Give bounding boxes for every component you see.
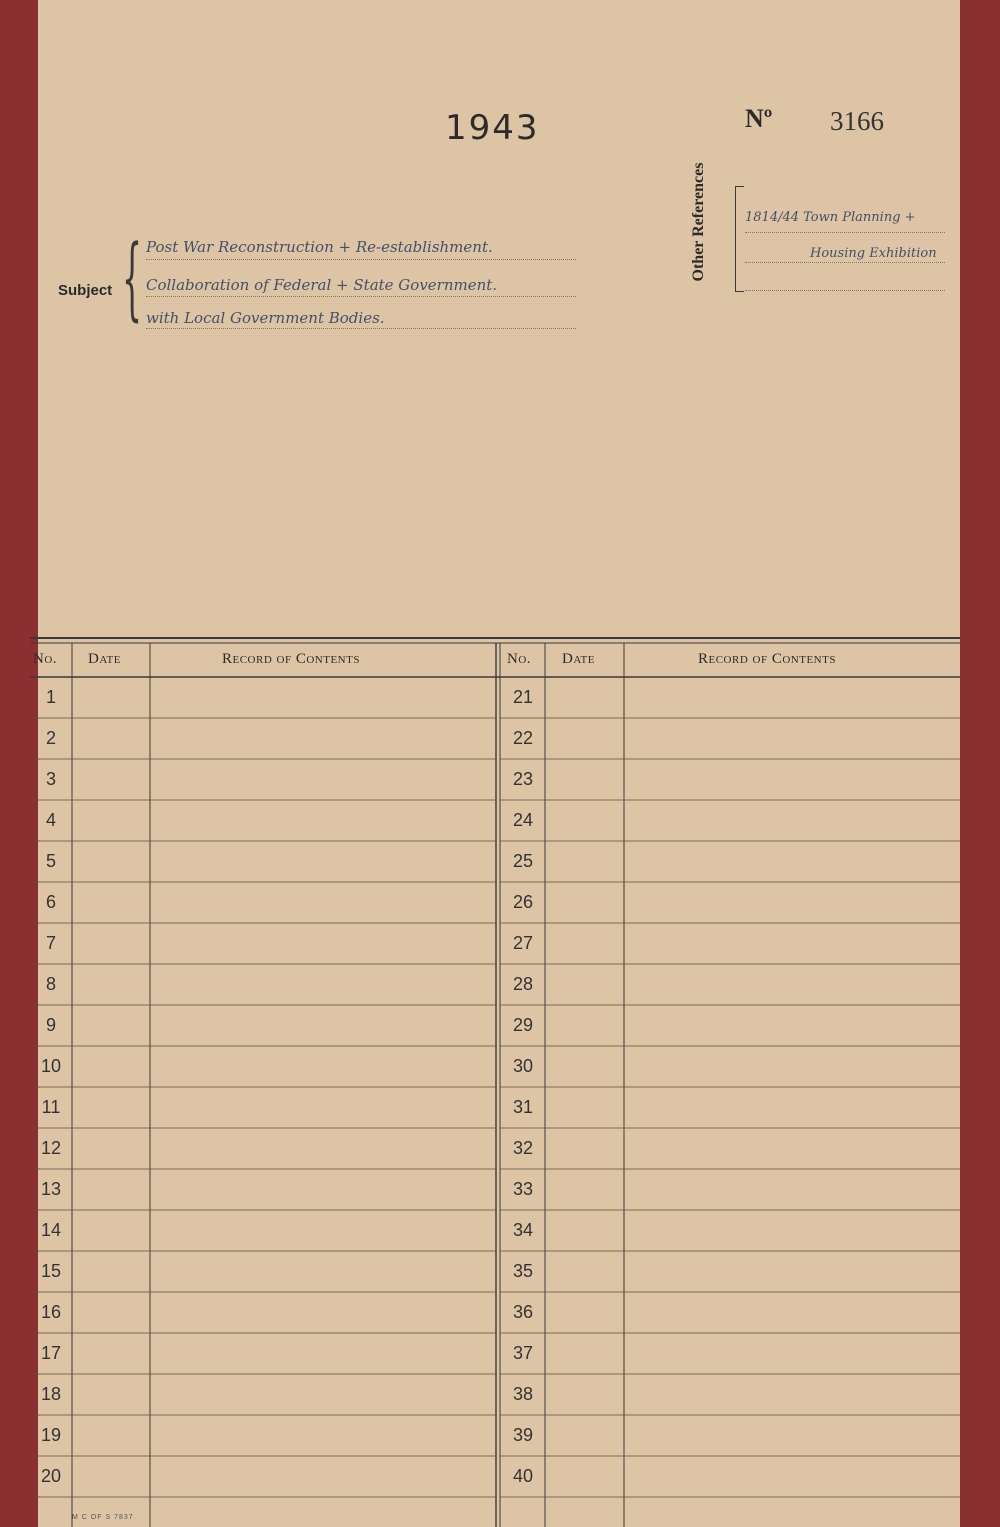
left-row-number: 18 bbox=[40, 1384, 62, 1404]
subject-line-1: Post War Reconstruction + Re-establishment. bbox=[146, 238, 493, 256]
right-row-number: 36 bbox=[512, 1302, 534, 1322]
left-row-number: 11 bbox=[41, 1097, 61, 1117]
file-number-label: Nº bbox=[745, 104, 773, 133]
subject-brace: { bbox=[122, 226, 143, 331]
right-row-number: 27 bbox=[512, 933, 534, 953]
right-row-number: 37 bbox=[512, 1343, 534, 1363]
right-row-number: 34 bbox=[512, 1220, 534, 1240]
right-row-number: 35 bbox=[512, 1261, 534, 1281]
right-row-number: 22 bbox=[512, 728, 534, 748]
right-row-number: 39 bbox=[512, 1425, 534, 1445]
left-row-number: 16 bbox=[40, 1302, 62, 1322]
left-row-number: 4 bbox=[45, 810, 56, 830]
left-row-number: 19 bbox=[40, 1425, 62, 1445]
right-row-number: 23 bbox=[512, 769, 534, 789]
right-row-number: 25 bbox=[512, 851, 534, 871]
print-code: M C OF S 7837 bbox=[72, 1514, 134, 1521]
right-row-number: 28 bbox=[512, 974, 534, 994]
left-row-number: 9 bbox=[45, 1015, 56, 1035]
left-row-number: 17 bbox=[40, 1343, 62, 1363]
right-row-number: 26 bbox=[512, 892, 534, 912]
left-row-number: 7 bbox=[45, 933, 56, 953]
file-number-value: 3166 bbox=[830, 106, 884, 136]
left-row-number: 3 bbox=[45, 769, 56, 789]
right-row-number: 38 bbox=[512, 1384, 534, 1404]
subject-line-3: with Local Government Bodies. bbox=[146, 309, 385, 327]
left-row-number: 12 bbox=[40, 1138, 62, 1158]
other-reference-line-2: Housing Exhibition bbox=[810, 246, 937, 261]
other-reference-line-1: 1814/44 Town Planning + bbox=[745, 210, 916, 225]
left-row-number: 10 bbox=[40, 1056, 62, 1076]
left-row-number: 20 bbox=[40, 1466, 62, 1486]
right-row-number: 29 bbox=[512, 1015, 534, 1035]
left-row-number: 6 bbox=[45, 892, 56, 912]
subject-label: Subject bbox=[58, 282, 113, 299]
left-row-number: 13 bbox=[40, 1179, 62, 1199]
left-header-no: No. bbox=[33, 651, 58, 667]
right-row-number: 31 bbox=[512, 1097, 534, 1117]
subject-line-2: Collaboration of Federal + State Government. bbox=[146, 276, 498, 294]
left-header-date: Date bbox=[88, 651, 121, 667]
left-row-number: 8 bbox=[45, 974, 56, 994]
right-row-number: 40 bbox=[512, 1466, 534, 1486]
right-row-number: 32 bbox=[512, 1138, 534, 1158]
left-row-number: 1 bbox=[45, 687, 56, 707]
left-header-record: Record of Contents bbox=[222, 651, 360, 667]
right-header-date: Date bbox=[562, 651, 595, 667]
right-row-number: 33 bbox=[512, 1179, 534, 1199]
right-header-no: No. bbox=[507, 651, 532, 667]
right-row-number: 30 bbox=[512, 1056, 534, 1076]
left-row-number: 15 bbox=[40, 1261, 62, 1281]
file-year: 1943 bbox=[445, 108, 540, 148]
other-references-label: Other References bbox=[690, 162, 707, 282]
left-row-number: 14 bbox=[40, 1220, 62, 1240]
left-row-number: 2 bbox=[45, 728, 56, 748]
right-header-record: Record of Contents bbox=[698, 651, 836, 667]
right-row-number: 24 bbox=[512, 810, 534, 830]
right-row-number: 21 bbox=[512, 687, 534, 707]
left-row-number: 5 bbox=[45, 851, 56, 871]
